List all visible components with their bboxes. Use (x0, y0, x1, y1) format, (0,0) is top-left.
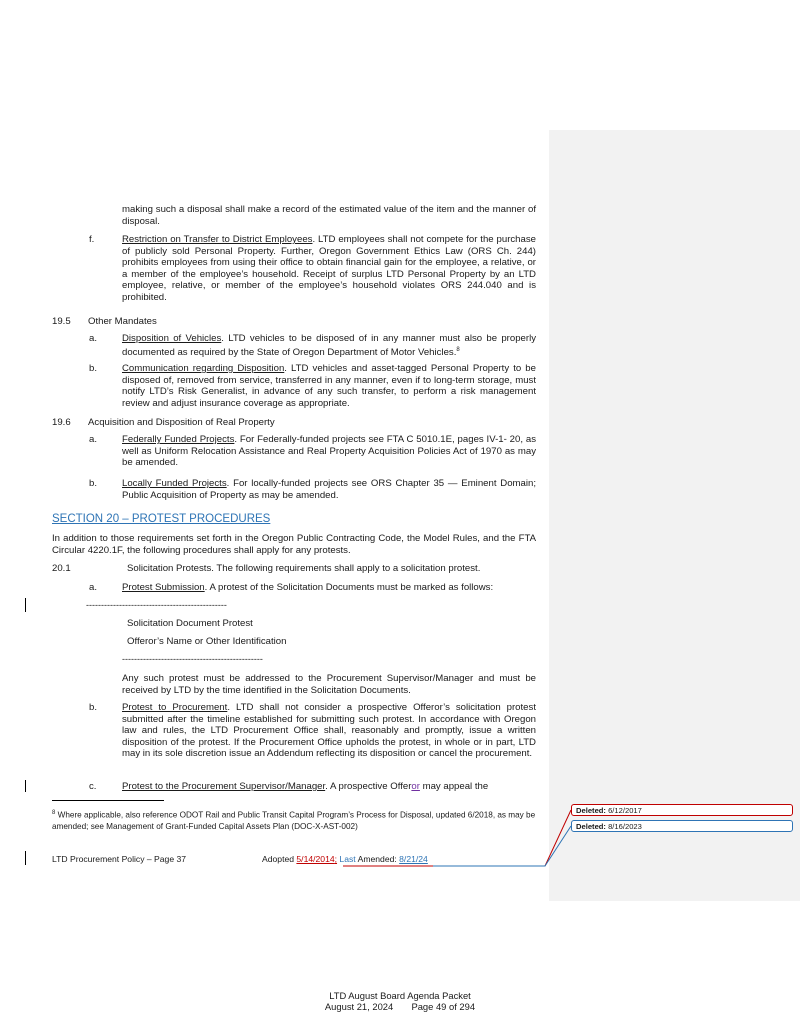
item-title: Federally Funded Projects (122, 434, 235, 445)
packet-title: LTD August Board Agenda Packet (329, 990, 471, 1001)
item-label: a. (89, 582, 98, 593)
section-intro: In addition to those requirements set forth in the Oregon Public Contracting Code, the Model Rules, and the FTA Circular 4220.1F, the following procedures shall apply for any protests. (52, 533, 536, 556)
footer-amended-label: Amended: (355, 854, 400, 864)
item-label: b. (89, 363, 98, 374)
item-body: . For locally-funded projects see ORS Chapter 35 — Eminent Domain; Public Acquisition of Property as may be amended. (122, 478, 537, 501)
footer-inserted-date: 8/21/24 (399, 854, 428, 864)
item-label: b. (89, 478, 98, 489)
comment-label: Deleted: (576, 806, 606, 815)
subsection-text: Solicitation Protests. The following requirements shall apply to a solicitation protest. (127, 563, 481, 574)
item-body: . For Federally-funded projects see FTA C 5010.1E, pages IV-1- 20, as well as Uniform Relocation Assistance and Real Property Acquisition Policies Act of 1970 as may be amended. (122, 434, 537, 468)
section-number: 19.6 (52, 417, 71, 428)
item-body: . A protest of the Solicitation Documents must be marked as follows: (204, 582, 494, 593)
para-e-continued: making such a disposal shall make a record of the estimated value of the item and the manner of disposal. (122, 204, 536, 227)
footnote (52, 808, 542, 832)
packet-date-page (0, 1001, 800, 1012)
packet-page: Page 49 of 294 (411, 1001, 476, 1012)
item-title: Restriction on Transfer to District Employees (122, 234, 313, 245)
item-title: Protest Submission (122, 582, 205, 593)
item-19-5-a (122, 333, 536, 358)
item-title: Communication regarding Disposition (122, 363, 285, 374)
marking-line-2: Offeror’s Name or Other Identification (127, 636, 287, 647)
item-body: . A prospective Offer (325, 781, 412, 792)
item-title: Protest to the Procurement Supervisor/Manager (122, 781, 326, 792)
dashed-line: ----------------------------------------------- (122, 654, 263, 664)
marking-line-1: Solicitation Document Protest (127, 618, 253, 629)
footnote-mark: 8 (52, 810, 56, 816)
item-body: . LTD vehicles to be disposed of in any manner must also be properly documented as required by the State of Oregon Department of Motor Vehicles. (122, 333, 536, 358)
protest-address-text: Any such protest must be addressed to the Procurement Supervisor/Manager and must be received by LTD by the time identified in the Solicitation Documents. (122, 673, 536, 696)
change-bar (25, 851, 26, 865)
section-title: Acquisition and Disposition of Real Property (88, 417, 275, 428)
footer-adopted-label: Adopted (262, 854, 297, 864)
item-f-text (122, 234, 536, 303)
section-heading-link[interactable]: SECTION 20 – PROTEST PROCEDURES (52, 513, 271, 525)
item-label: a. (89, 434, 98, 445)
item-19-5-b (122, 363, 536, 409)
packet-footer (0, 990, 800, 1012)
comment-value: 8/16/2023 (605, 822, 642, 831)
section-number: 20.1 (52, 563, 71, 574)
tracked-insertion: or (411, 781, 420, 792)
section-title: Other Mandates (88, 316, 157, 327)
comment-label: Deleted: (576, 822, 606, 831)
packet-date: August 21, 2024 (324, 1001, 394, 1012)
footnote-ref[interactable]: 8 (456, 346, 460, 353)
footer-page-label: LTD Procurement Policy – Page 37 (52, 854, 187, 864)
footnote-separator (52, 800, 164, 801)
comment-value: 6/12/2017 (605, 806, 642, 815)
item-title: Disposition of Vehicles (122, 333, 222, 344)
item-body: . LTD vehicles and asset-tagged Personal Property to be disposed of, removed from service, transferred in any manner, even if to long-term storage, must notify LTD’s Risk Generalist, in advance of any such transfer, to perform a risk management review and adjust insurance coverage as appropriate. (122, 363, 536, 409)
dashed-line: ----------------------------------------------- (86, 600, 227, 610)
footer-separator: ; (334, 854, 338, 864)
item-label: a. (89, 333, 98, 344)
item-19-6-b (122, 478, 536, 501)
item-title: Locally Funded Projects (122, 478, 227, 489)
footer-adopted (262, 854, 428, 864)
item-body: may appeal the (419, 781, 489, 792)
change-bar (25, 598, 26, 612)
item-19-6-a (122, 434, 536, 469)
section-number: 19.5 (52, 316, 71, 327)
item-20-1-a (122, 582, 536, 594)
footer-last: Last (337, 854, 356, 864)
item-body: . LTD employees shall not compete for the purchase of publicly sold Personal Property. Further, Oregon Government Ethics Law (ORS Ch. 244) prohibits employees from using their office to obtain financial gain for the employee, a relative, or a member of the employee’s household. Receipt of surplus LTD Personal Property by an LTD employee, relative, or member of the employee’s household violates ORS 244.040 and is prohibited. (122, 234, 536, 303)
item-body: . LTD shall not consider a prospective Offeror’s solicitation protest submitted after the timeline established for submitting such protest. In accordance with Oregon law and rules, the LTD Procurement Office shall, reasonably and promptly, issue a written disposition of the protest. If the Procurement Office upholds the protest, in whole or in part, LTD may in its sole discretion issue an Addendum reflecting its disposition or cancel the procurement. (122, 702, 536, 759)
item-title: Protest to Procurement (122, 702, 228, 713)
footer-deleted-date: 5/14/2014 (296, 854, 335, 864)
change-bar (25, 780, 26, 792)
footnote-text: Where applicable, also reference ODOT Rail and Public Transit Capital Program’s Process for Disposal, updated 6/2018, as may be amended; see Management of Grant-Funded Capital Assets Plan (DOC-X-AST-002) (52, 810, 536, 831)
item-label: b. (89, 702, 98, 713)
item-20-1-c (122, 781, 536, 793)
item-label: f. (89, 234, 95, 245)
item-20-1-b (122, 702, 536, 760)
item-label: c. (89, 781, 97, 792)
